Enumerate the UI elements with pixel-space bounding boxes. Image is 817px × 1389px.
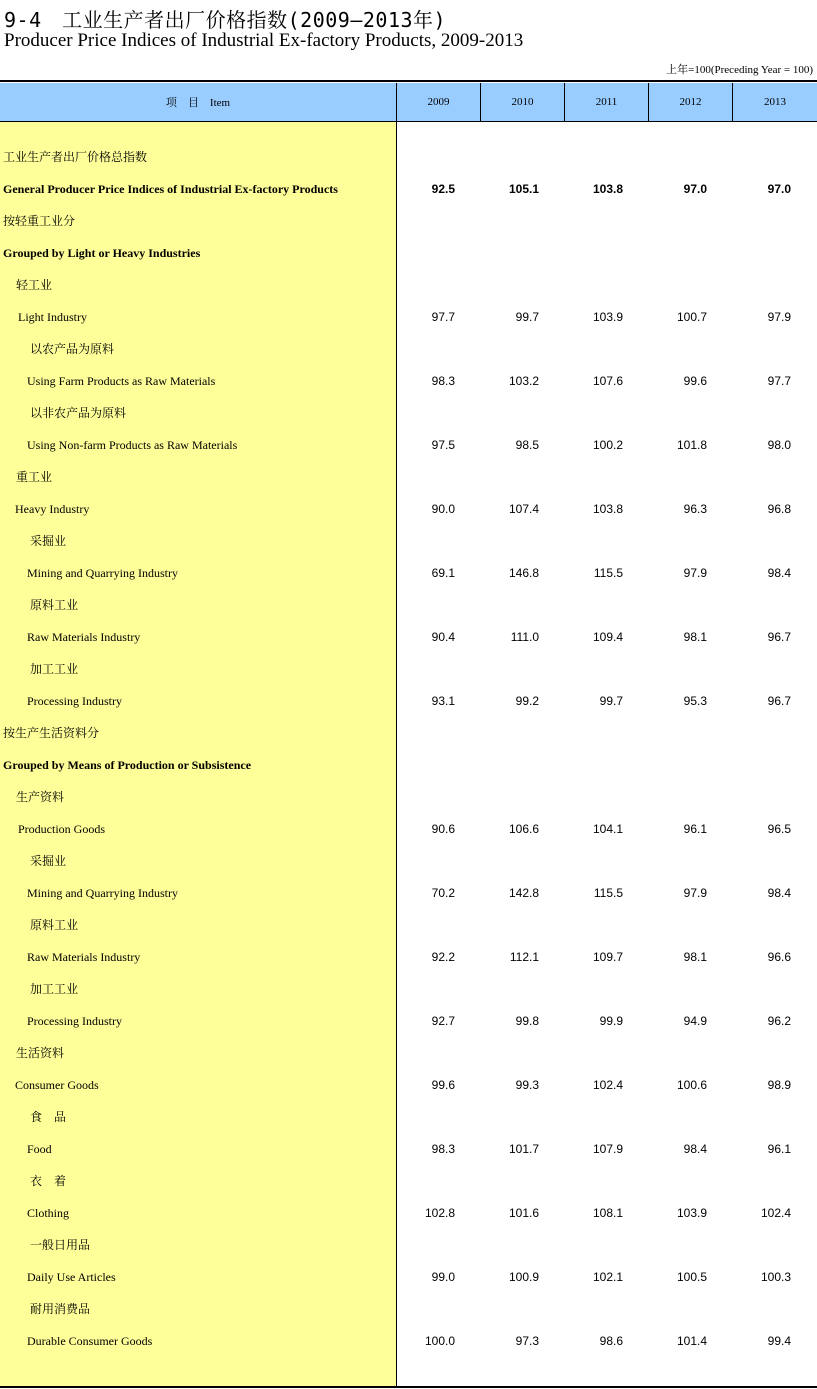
row-label: 工业生产者出厂价格总指数 — [3, 150, 148, 164]
value-cell-2010: 107.4 — [508, 502, 539, 516]
header-year-2011: 2011 — [565, 83, 649, 121]
table-row — [0, 909, 817, 941]
row-label: 重工业 — [16, 470, 53, 484]
table-row — [0, 173, 817, 205]
value-cell-2012: 98.1 — [683, 630, 707, 644]
row-label: 衣 着 — [30, 1174, 67, 1188]
value-cell-2012: 103.9 — [676, 1206, 707, 1220]
value-cell-2010: 106.6 — [508, 822, 539, 836]
row-label: Using Non-farm Products as Raw Materials — [27, 438, 238, 452]
row-label: Mining and Quarrying Industry — [27, 886, 178, 900]
value-cell-2011: 99.9 — [599, 1014, 623, 1028]
value-cell-2012: 96.1 — [683, 822, 707, 836]
value-cell-2013: 96.1 — [767, 1142, 791, 1156]
value-cell-2012: 97.9 — [683, 566, 707, 580]
value-cell-2013: 96.6 — [767, 950, 791, 964]
table-row — [0, 333, 817, 365]
row-label: Mining and Quarrying Industry — [27, 566, 178, 580]
table-row — [0, 845, 817, 877]
value-cell-2013: 98.9 — [767, 1078, 791, 1092]
value-cell-2011: 107.9 — [592, 1142, 623, 1156]
table-row — [0, 973, 817, 1005]
value-cell-2011: 103.8 — [592, 502, 623, 516]
value-cell-2009: 92.2 — [431, 950, 455, 964]
value-cell-2010: 142.8 — [508, 886, 539, 900]
value-cell-2013: 97.9 — [767, 310, 791, 324]
value-cell-2012: 97.0 — [683, 182, 707, 196]
value-cell-2009: 97.7 — [431, 310, 455, 324]
value-cell-2013: 98.4 — [767, 566, 791, 580]
value-cell-2011: 104.1 — [592, 822, 623, 836]
value-cell-2011: 109.4 — [592, 630, 623, 644]
row-label: Raw Materials Industry — [27, 950, 141, 964]
table-row — [0, 1293, 817, 1325]
value-cell-2009: 92.5 — [431, 182, 455, 196]
value-cell-2009: 99.6 — [431, 1078, 455, 1092]
table-row — [0, 301, 817, 333]
table-row — [0, 749, 817, 781]
table-row — [0, 589, 817, 621]
row-label: 按生产生活资料分 — [3, 726, 100, 740]
row-label: Durable Consumer Goods — [27, 1334, 153, 1348]
row-label: 生产资料 — [16, 790, 65, 804]
value-cell-2012: 101.8 — [676, 438, 707, 452]
table-row — [0, 1133, 817, 1165]
value-cell-2009: 97.5 — [431, 438, 455, 452]
table-row — [0, 717, 817, 749]
row-label: General Producer Price Indices of Industrial Ex-factory Products — [3, 182, 338, 196]
value-cell-2012: 101.4 — [676, 1334, 707, 1348]
row-label: Food — [27, 1142, 52, 1156]
header-item: 项 目 Item — [0, 83, 397, 121]
table-row — [0, 1101, 817, 1133]
bottom-rule — [0, 1386, 817, 1388]
value-cell-2009: 93.1 — [431, 694, 455, 708]
value-cell-2012: 98.4 — [683, 1142, 707, 1156]
value-cell-2009: 102.8 — [424, 1206, 455, 1220]
value-cell-2011: 102.4 — [592, 1078, 623, 1092]
value-cell-2012: 94.9 — [683, 1014, 707, 1028]
value-cell-2013: 98.4 — [767, 886, 791, 900]
table-row — [0, 1005, 817, 1037]
value-cell-2012: 100.5 — [676, 1270, 707, 1284]
header-year-2012: 2012 — [649, 83, 733, 121]
row-label: Using Farm Products as Raw Materials — [27, 374, 216, 388]
value-cell-2011: 115.5 — [593, 886, 623, 900]
row-label: 生活资料 — [16, 1046, 65, 1060]
table-row — [0, 365, 817, 397]
value-cell-2013: 100.3 — [760, 1270, 791, 1284]
table-row — [0, 493, 817, 525]
table-row — [0, 813, 817, 845]
row-label: Grouped by Light or Heavy Industries — [3, 246, 201, 260]
table-row — [0, 1197, 817, 1229]
value-cell-2013: 96.8 — [767, 502, 791, 516]
row-label: 按轻重工业分 — [3, 214, 76, 228]
row-label: Clothing — [27, 1206, 70, 1220]
table-row — [0, 1261, 817, 1293]
value-cell-2010: 99.3 — [515, 1078, 539, 1092]
table-row — [0, 429, 817, 461]
value-cell-2010: 103.2 — [508, 374, 539, 388]
row-label: 采掘业 — [30, 854, 67, 868]
value-cell-2010: 105.1 — [508, 182, 539, 196]
value-cell-2009: 92.7 — [431, 1014, 455, 1028]
table-row — [0, 877, 817, 909]
value-cell-2012: 99.6 — [683, 374, 707, 388]
row-label: Daily Use Articles — [27, 1270, 116, 1284]
value-cell-2009: 98.3 — [431, 374, 455, 388]
value-cell-2013: 96.2 — [767, 1014, 791, 1028]
value-cell-2011: 115.5 — [593, 566, 623, 580]
row-label: 采掘业 — [30, 534, 67, 548]
row-label: Raw Materials Industry — [27, 630, 141, 644]
table-row — [0, 557, 817, 589]
table-row — [0, 781, 817, 813]
row-label: 原料工业 — [30, 918, 79, 932]
value-cell-2011: 109.7 — [592, 950, 623, 964]
row-label: Processing Industry — [27, 694, 122, 708]
value-cell-2012: 98.1 — [683, 950, 707, 964]
value-cell-2011: 100.2 — [592, 438, 623, 452]
value-cell-2013: 96.7 — [767, 630, 791, 644]
value-cell-2009: 90.6 — [431, 822, 455, 836]
row-label: 加工工业 — [30, 982, 79, 996]
table-row — [0, 1037, 817, 1069]
value-cell-2013: 96.5 — [767, 822, 791, 836]
table-row — [0, 237, 817, 269]
table-row — [0, 1229, 817, 1261]
value-cell-2009: 100.0 — [424, 1334, 455, 1348]
table-row — [0, 525, 817, 557]
table-row — [0, 1325, 817, 1357]
table-row — [0, 1069, 817, 1101]
table-row — [0, 269, 817, 301]
value-cell-2012: 100.6 — [676, 1078, 707, 1092]
table-row — [0, 1165, 817, 1197]
value-cell-2009: 90.0 — [431, 502, 455, 516]
row-label: Processing Industry — [27, 1014, 122, 1028]
row-label: 食 品 — [30, 1110, 67, 1124]
value-cell-2009: 70.2 — [431, 886, 455, 900]
row-label: 以非农产品为原料 — [30, 406, 127, 420]
value-cell-2011: 98.6 — [599, 1334, 623, 1348]
value-cell-2011: 102.1 — [592, 1270, 623, 1284]
value-cell-2012: 100.7 — [676, 310, 707, 324]
row-label: 加工工业 — [30, 662, 79, 676]
value-cell-2013: 99.4 — [767, 1334, 791, 1348]
value-cell-2013: 96.7 — [767, 694, 791, 708]
value-cell-2012: 97.9 — [683, 886, 707, 900]
value-cell-2010: 98.5 — [515, 438, 539, 452]
header-year-2013: 2013 — [733, 83, 817, 121]
value-cell-2010: 112.1 — [509, 950, 539, 964]
value-cell-2012: 96.3 — [683, 502, 707, 516]
row-label: Grouped by Means of Production or Subsistence — [3, 758, 252, 772]
row-label: Heavy Industry — [15, 502, 90, 516]
value-cell-2010: 99.8 — [515, 1014, 539, 1028]
value-cell-2011: 99.7 — [599, 694, 623, 708]
table-row — [0, 461, 817, 493]
header-year-2009: 2009 — [397, 83, 481, 121]
table-row — [0, 621, 817, 653]
value-cell-2011: 108.1 — [592, 1206, 623, 1220]
value-cell-2010: 97.3 — [515, 1334, 539, 1348]
row-label: 耐用消费品 — [30, 1302, 91, 1316]
table-title-english: Producer Price Indices of Industrial Ex-factory Products, 2009-2013 — [4, 30, 524, 51]
row-label: 以农产品为原料 — [30, 342, 115, 356]
table-row — [0, 397, 817, 429]
value-cell-2013: 97.0 — [767, 182, 791, 196]
row-label: Consumer Goods — [15, 1078, 99, 1092]
value-cell-2009: 98.3 — [431, 1142, 455, 1156]
value-cell-2009: 90.4 — [431, 630, 455, 644]
value-cell-2010: 146.8 — [508, 566, 539, 580]
value-cell-2010: 99.7 — [515, 310, 539, 324]
row-label: 轻工业 — [16, 278, 53, 292]
value-cell-2009: 99.0 — [431, 1270, 455, 1284]
top-rule — [0, 80, 817, 82]
value-cell-2010: 101.7 — [508, 1142, 539, 1156]
value-cell-2013: 102.4 — [760, 1206, 791, 1220]
row-label: 原料工业 — [30, 598, 79, 612]
table-row — [0, 941, 817, 973]
value-cell-2010: 101.6 — [508, 1206, 539, 1220]
table-row — [0, 205, 817, 237]
row-label: 一般日用品 — [30, 1238, 91, 1252]
value-cell-2010: 99.2 — [515, 694, 539, 708]
value-cell-2011: 107.6 — [592, 374, 623, 388]
unit-note: 上年=100(Preceding Year = 100) — [666, 64, 813, 76]
row-label: Light Industry — [18, 310, 87, 324]
value-cell-2011: 103.8 — [592, 182, 623, 196]
value-cell-2009: 69.1 — [431, 566, 455, 580]
value-cell-2010: 111.0 — [510, 630, 539, 644]
header-year-2010: 2010 — [481, 83, 565, 121]
table-row — [0, 141, 817, 173]
table-title-chinese: 9-4 工业生产者出厂价格指数(2009—2013年) — [4, 8, 447, 32]
row-label: Production Goods — [18, 822, 105, 836]
table-row — [0, 653, 817, 685]
value-cell-2013: 98.0 — [767, 438, 791, 452]
value-cell-2012: 95.3 — [683, 694, 707, 708]
value-cell-2010: 100.9 — [508, 1270, 539, 1284]
table-row — [0, 685, 817, 717]
value-cell-2013: 97.7 — [767, 374, 791, 388]
value-cell-2011: 103.9 — [592, 310, 623, 324]
